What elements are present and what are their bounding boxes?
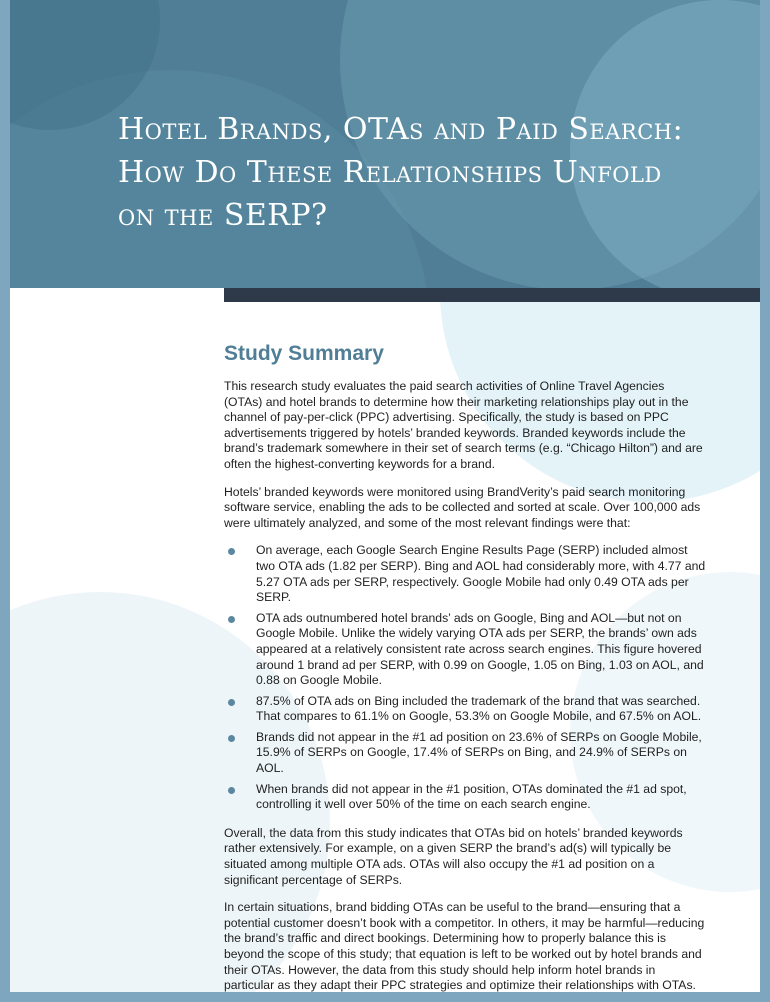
finding-item (224, 782, 706, 813)
study-summary-section (224, 340, 706, 992)
document-page (10, 0, 760, 992)
title-line: on the SERP? (118, 198, 328, 233)
finding-text: OTA ads outnumbered hotel brands’ ads on Google, Bing and AOL—but not on Google Mobile. Unlike the widely varying OTA ads per SERP, the brands’ own ads appeared at a relatively consistent rate across search engines. This figure hovered around 1 brand ad per SERP, with 0.99 on Google, 1.05 on Bing, 1.03 on AOL, and 0.88 on Google Mobile. (256, 610, 704, 688)
bullet-icon (228, 787, 235, 794)
accent-band (224, 288, 760, 302)
method-paragraph: Hotels’ branded keywords were monitored using BrandVerity’s paid search monitoring software service, enabling the ads to be collected and sorted at scale. Over 100,000 ads were ultimately analyzed, and some of the most relevant findings were that: (224, 484, 701, 530)
document-title (118, 108, 738, 237)
title-line: Hotel Brands, OTAs and Paid Search: (118, 112, 684, 147)
finding-text: When brands did not appear in the #1 position, OTAs dominated the #1 ad spot, controlling it well over 50% of the time on each search engine. (256, 781, 687, 812)
bullet-icon (228, 699, 235, 706)
bullet-icon (228, 735, 235, 742)
finding-text: Brands did not appear in the #1 ad position on 23.6% of SERPs on Google Mobile, 15.9% of SERPs on Google, 17.4% of SERPs on Bing, and 24.9% of SERPs on AOL. (256, 729, 702, 776)
findings-list (224, 543, 706, 813)
closing-paragraph: In certain situations, brand bidding OTAs can be useful to the brand—ensuring that a potential customer doesn’t book with a competitor. In others, it may be harmful—reducing the brand’s traffic and direct bookings. Determining how to properly balance this is beyond the scope of this study; that equation is left to be worked out by hotel brands and their OTAs. However, the data from this study should help inform hotel brands in particular as they adapt their PPC strategies and optimize their relationships with OTAs. (224, 900, 705, 992)
section-heading: Study Summary (224, 342, 384, 365)
finding-item (224, 694, 706, 725)
bullet-icon (228, 616, 235, 623)
intro-paragraph: This research study evaluates the paid search activities of Online Travel Agencies (OTAs) and hotel brands to determine how their marketing relationships play out in the channel of pay-per-click (PPC) advertising. Specifically, the study is based on PPC advertisements triggered by hotels’ branded keywords. Branded keywords include the brand’s trademark somewhere in their set of search terms (e.g. “Chicago Hilton”) and are often the highest-converting keywords for a brand. (224, 379, 703, 471)
title-line: How Do These Relationships Unfold (118, 155, 662, 190)
finding-item (224, 543, 706, 605)
finding-item (224, 611, 706, 689)
bullet-icon (228, 548, 235, 555)
finding-text: On average, each Google Search Engine Results Page (SERP) included almost two OTA ads (1.82 per SERP). Bing and AOL had considerably more, with 4.77 and 5.27 OTA ads per SERP, respectively. Google Mobile had only 0.49 OTA ads per SERP. (256, 543, 706, 605)
title-banner (10, 0, 760, 288)
finding-text: 87.5% of OTA ads on Bing included the trademark of the brand that was searched. That compares to 61.1% on Google, 53.3% on Google Mobile, and 67.5% on AOL. (256, 693, 702, 724)
overall-paragraph: Overall, the data from this study indicates that OTAs bid on hotels’ branded keywords rather extensively. For example, on a given SERP the brand’s ad(s) will typically be situated among multiple OTA ads. OTAs will also occupy the #1 ad position on a significant percentage of SERPs. (224, 825, 683, 887)
finding-item (224, 730, 706, 777)
